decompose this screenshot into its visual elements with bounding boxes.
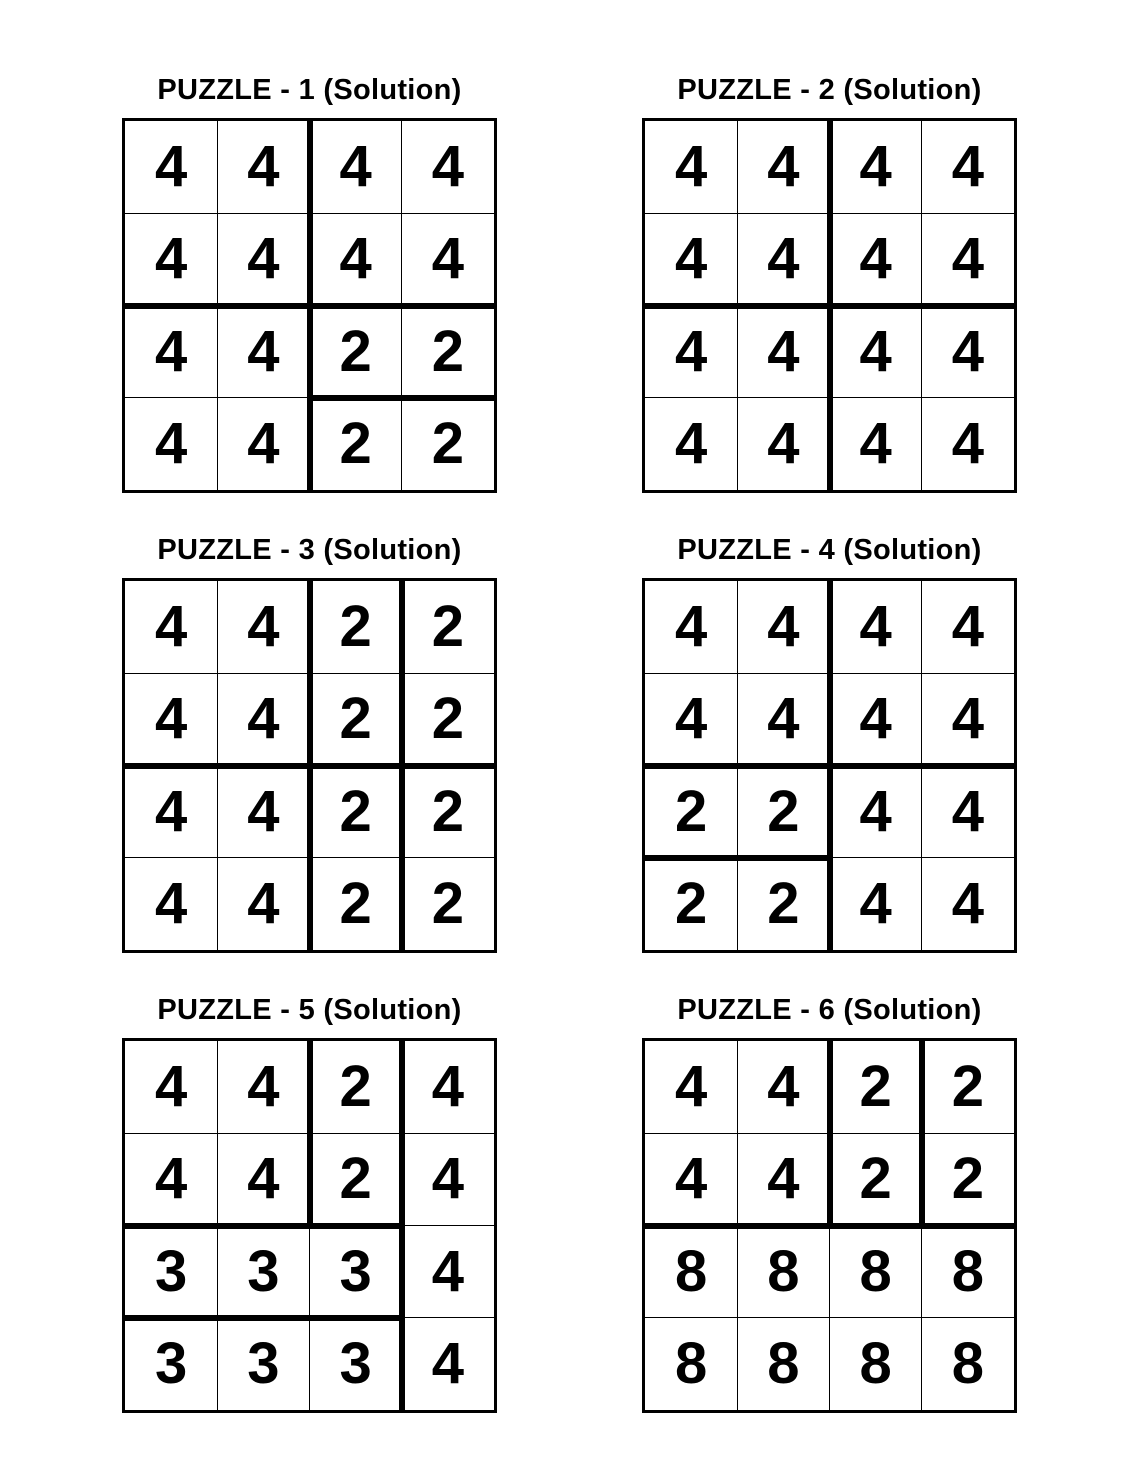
grid-cell: 2 [339, 870, 372, 936]
cage-border [307, 1038, 313, 1136]
cage-border [122, 303, 220, 309]
grid-cell: 4 [154, 226, 188, 292]
cell-divider [217, 121, 218, 213]
grid-cell: 2 [951, 1054, 984, 1120]
grid-cell: 3 [339, 1238, 372, 1304]
grid-cell: 4 [951, 778, 984, 844]
cell-divider [645, 397, 737, 398]
grid-cell: 4 [951, 870, 984, 936]
cell-divider [922, 1317, 1014, 1318]
cell-divider [125, 857, 217, 858]
cage-border [122, 1315, 220, 1321]
cell-divider [309, 1226, 310, 1318]
cell-divider [125, 1133, 217, 1134]
grid-cell: 8 [674, 1238, 708, 1304]
cage-border [734, 1223, 832, 1229]
cell-divider [402, 213, 494, 214]
grid-cell: 3 [154, 1330, 188, 1396]
cell-divider [737, 673, 829, 674]
cage-border [399, 855, 405, 953]
cell-divider [645, 673, 737, 674]
cell-divider [922, 213, 1014, 214]
grid-cell: 2 [859, 1054, 892, 1120]
grid-cell: 4 [247, 594, 280, 660]
grid-cell: 2 [339, 1146, 372, 1212]
cell-divider [737, 398, 738, 490]
cage-border [399, 763, 405, 861]
puzzle-title: PUZZLE - 5 (Solution) [157, 994, 462, 1026]
grid-cell: 2 [339, 778, 372, 844]
cage-border [734, 855, 832, 861]
grid-cell: 3 [154, 1238, 188, 1304]
grid-cell: 3 [339, 1330, 372, 1396]
cage-border [307, 1130, 313, 1228]
grid-cell: 2 [431, 594, 464, 660]
cell-divider [737, 1133, 738, 1225]
cell-divider [310, 857, 402, 858]
cell-divider [830, 397, 922, 398]
grid-cell: 4 [154, 778, 188, 844]
grid-cell: 2 [339, 686, 372, 752]
puzzle-grid [642, 118, 1017, 493]
cell-divider [217, 766, 218, 858]
cell-divider [401, 121, 402, 213]
cage-border [919, 763, 1017, 769]
cage-border [307, 303, 405, 309]
grid-cell: 8 [859, 1238, 892, 1304]
cell-divider [217, 857, 309, 858]
cage-border [214, 1315, 312, 1321]
cell-divider [921, 213, 922, 305]
cage-border [827, 763, 833, 861]
grid-cell: 4 [674, 318, 708, 384]
grid-cell: 4 [431, 134, 464, 200]
cage-border [122, 763, 220, 769]
grid-cell: 2 [339, 318, 372, 384]
cell-divider [737, 213, 738, 305]
cell-divider [921, 1318, 922, 1410]
cage-border [827, 210, 833, 308]
cell-divider [737, 306, 738, 398]
puzzle-grid [122, 118, 497, 493]
cage-border [827, 855, 833, 953]
grid-cell: 2 [339, 594, 372, 660]
cell-divider [737, 673, 738, 765]
cell-divider [737, 1226, 738, 1318]
cage-border [307, 118, 313, 216]
grid-cell: 8 [767, 1330, 800, 1396]
puzzle-title: PUZZLE - 6 (Solution) [677, 994, 982, 1026]
grid-cell: 8 [951, 1238, 984, 1304]
cage-border [307, 395, 405, 401]
grid-cell: 4 [674, 1054, 708, 1120]
puzzle-grid [642, 1038, 1017, 1413]
puzzle-grid [122, 1038, 497, 1413]
grid-cell: 4 [767, 1054, 800, 1120]
cell-divider [921, 1226, 922, 1318]
grid-cell: 2 [339, 410, 372, 476]
grid-cell: 4 [154, 1146, 188, 1212]
grid-cell: 4 [767, 594, 800, 660]
grid-cell: 8 [674, 1330, 708, 1396]
cell-divider [402, 857, 494, 858]
cage-border [399, 763, 497, 769]
cage-border [307, 395, 313, 493]
cell-divider [402, 673, 494, 674]
grid-cell: 4 [674, 226, 708, 292]
cage-border [307, 670, 313, 768]
cell-divider [737, 397, 829, 398]
grid-cell: 2 [431, 870, 464, 936]
grid-cell: 4 [154, 318, 188, 384]
grid-cell: 4 [674, 1146, 708, 1212]
cell-divider [402, 1133, 494, 1134]
cage-border [642, 1223, 740, 1229]
cage-border [919, 1038, 925, 1136]
grid-cell: 4 [431, 1054, 464, 1120]
cage-border [122, 1223, 220, 1229]
grid-cell: 4 [674, 686, 708, 752]
cage-border [399, 1130, 405, 1228]
cell-divider [645, 213, 737, 214]
grid-cell: 8 [767, 1238, 800, 1304]
grid-cell: 2 [767, 870, 800, 936]
puzzle-title: PUZZLE - 3 (Solution) [157, 534, 462, 566]
grid-cell: 4 [247, 1146, 280, 1212]
cage-border [307, 763, 313, 861]
grid-cell: 4 [247, 778, 280, 844]
cell-divider [401, 398, 402, 490]
cell-divider [922, 1133, 1014, 1134]
cell-divider [125, 397, 217, 398]
grid-cell: 2 [674, 870, 708, 936]
grid-cell: 2 [431, 318, 464, 384]
grid-cell: 4 [767, 318, 800, 384]
cage-border [827, 303, 925, 309]
grid-cell: 4 [154, 410, 188, 476]
grid-cell: 4 [767, 1146, 800, 1212]
cell-divider [309, 1318, 310, 1410]
cell-divider [217, 213, 309, 214]
grid-cell: 4 [951, 134, 984, 200]
cage-border [399, 1315, 405, 1413]
grid-cell: 2 [339, 1054, 372, 1120]
cage-border [827, 1130, 833, 1228]
cell-divider [829, 1226, 830, 1318]
cell-divider [737, 213, 829, 214]
grid-cell: 2 [767, 778, 800, 844]
cell-divider [402, 1225, 494, 1226]
grid-cell: 4 [154, 594, 188, 660]
cell-divider [217, 1133, 309, 1134]
cage-border [827, 578, 833, 676]
grid-cell: 4 [767, 410, 800, 476]
cage-border [214, 763, 312, 769]
cell-divider [922, 857, 1014, 858]
cell-divider [737, 121, 738, 213]
puzzle-title: PUZZLE - 2 (Solution) [677, 74, 982, 106]
cage-border [827, 1038, 833, 1136]
grid-cell: 4 [674, 410, 708, 476]
grid-cell: 4 [247, 318, 280, 384]
cell-divider [737, 1041, 738, 1133]
cell-divider [922, 397, 1014, 398]
cage-border [827, 118, 833, 216]
cage-border [307, 1315, 405, 1321]
cell-divider [737, 581, 738, 673]
cage-border [642, 763, 740, 769]
cell-divider [921, 581, 922, 673]
grid-cell: 4 [859, 134, 892, 200]
cell-divider [217, 397, 309, 398]
cell-divider [217, 1133, 218, 1225]
cage-border [399, 578, 405, 676]
cell-divider [737, 1318, 738, 1410]
cell-divider [921, 398, 922, 490]
grid-cell: 4 [859, 870, 892, 936]
cage-border [919, 1130, 925, 1228]
grid-cell: 4 [767, 686, 800, 752]
grid-cell: 4 [247, 870, 280, 936]
puzzle-grid [642, 578, 1017, 953]
cell-divider [217, 673, 218, 765]
cell-divider [737, 1133, 829, 1134]
grid-cell: 4 [431, 226, 464, 292]
cage-border [827, 303, 833, 401]
cage-border [214, 303, 312, 309]
grid-cell: 4 [951, 594, 984, 660]
cage-border [307, 1223, 405, 1229]
grid-cell: 4 [859, 410, 892, 476]
cell-divider [125, 673, 217, 674]
cage-border [399, 1038, 405, 1136]
grid-cell: 3 [247, 1330, 280, 1396]
cell-divider [217, 398, 218, 490]
cell-divider [921, 766, 922, 858]
grid-cell: 2 [431, 686, 464, 752]
cage-border [827, 670, 833, 768]
cage-border [734, 303, 832, 309]
grid-cell: 4 [951, 686, 984, 752]
cell-divider [217, 858, 218, 950]
cage-border [307, 303, 313, 401]
grid-cell: 2 [859, 1146, 892, 1212]
grid-cell: 4 [767, 226, 800, 292]
cage-border [399, 303, 497, 309]
cell-divider [217, 1041, 218, 1133]
puzzle-title: PUZZLE - 1 (Solution) [157, 74, 462, 106]
cell-divider [401, 306, 402, 398]
grid-cell: 4 [674, 134, 708, 200]
cell-divider [921, 858, 922, 950]
grid-cell: 4 [154, 870, 188, 936]
cage-border [307, 210, 313, 308]
cage-border [827, 763, 925, 769]
grid-cell: 4 [339, 134, 372, 200]
cage-border [827, 395, 833, 493]
cell-divider [921, 673, 922, 765]
cell-divider [645, 1317, 737, 1318]
cell-divider [402, 1317, 494, 1318]
cell-divider [830, 1317, 922, 1318]
cell-divider [922, 673, 1014, 674]
cage-border [642, 855, 740, 861]
grid-cell: 8 [859, 1330, 892, 1396]
cell-divider [217, 306, 218, 398]
cage-border [827, 1223, 925, 1229]
cell-divider [830, 857, 922, 858]
cell-divider [829, 1318, 830, 1410]
cell-divider [217, 673, 309, 674]
grid-cell: 4 [951, 318, 984, 384]
grid-cell: 4 [767, 134, 800, 200]
grid-cell: 4 [859, 686, 892, 752]
grid-cell: 4 [431, 1330, 464, 1396]
cell-divider [737, 858, 738, 950]
cage-border [307, 763, 405, 769]
grid-cell: 4 [247, 1054, 280, 1120]
grid-cell: 2 [431, 410, 464, 476]
cell-divider [125, 213, 217, 214]
grid-cell: 4 [951, 410, 984, 476]
cage-border [307, 578, 313, 676]
cage-border [919, 303, 1017, 309]
cell-divider [830, 213, 922, 214]
grid-cell: 4 [431, 1146, 464, 1212]
cell-divider [645, 1133, 737, 1134]
grid-cell: 4 [339, 226, 372, 292]
cage-border [642, 303, 740, 309]
grid-cell: 4 [247, 410, 280, 476]
cell-divider [217, 1318, 218, 1410]
grid-cell: 4 [859, 594, 892, 660]
cell-divider [921, 306, 922, 398]
grid-cell: 4 [247, 134, 280, 200]
cage-border [214, 1223, 312, 1229]
grid-cell: 4 [859, 778, 892, 844]
grid-cell: 4 [859, 318, 892, 384]
cell-divider [737, 766, 738, 858]
cage-border [399, 670, 405, 768]
grid-cell: 2 [674, 778, 708, 844]
cell-divider [310, 213, 402, 214]
cell-divider [830, 673, 922, 674]
grid-cell: 4 [247, 226, 280, 292]
puzzle-grid [122, 578, 497, 953]
cage-border [919, 1223, 1017, 1229]
grid-cell: 4 [154, 134, 188, 200]
cage-border [399, 395, 497, 401]
cell-divider [830, 1133, 922, 1134]
cage-border [399, 1223, 405, 1321]
cell-divider [310, 1133, 402, 1134]
cell-divider [217, 1226, 218, 1318]
grid-cell: 4 [951, 226, 984, 292]
grid-cell: 4 [674, 594, 708, 660]
grid-cell: 3 [247, 1238, 280, 1304]
cell-divider [217, 213, 218, 305]
grid-cell: 4 [859, 226, 892, 292]
grid-cell: 8 [951, 1330, 984, 1396]
cell-divider [921, 121, 922, 213]
grid-cell: 4 [247, 686, 280, 752]
cell-divider [217, 581, 218, 673]
cage-border [734, 763, 832, 769]
puzzle-title: PUZZLE - 4 (Solution) [677, 534, 982, 566]
grid-cell: 2 [951, 1146, 984, 1212]
cell-divider [737, 1317, 829, 1318]
cell-divider [310, 673, 402, 674]
grid-cell: 4 [154, 1054, 188, 1120]
grid-cell: 4 [431, 1238, 464, 1304]
cage-border [307, 855, 313, 953]
grid-cell: 2 [431, 778, 464, 844]
cell-divider [401, 213, 402, 305]
grid-cell: 4 [154, 686, 188, 752]
